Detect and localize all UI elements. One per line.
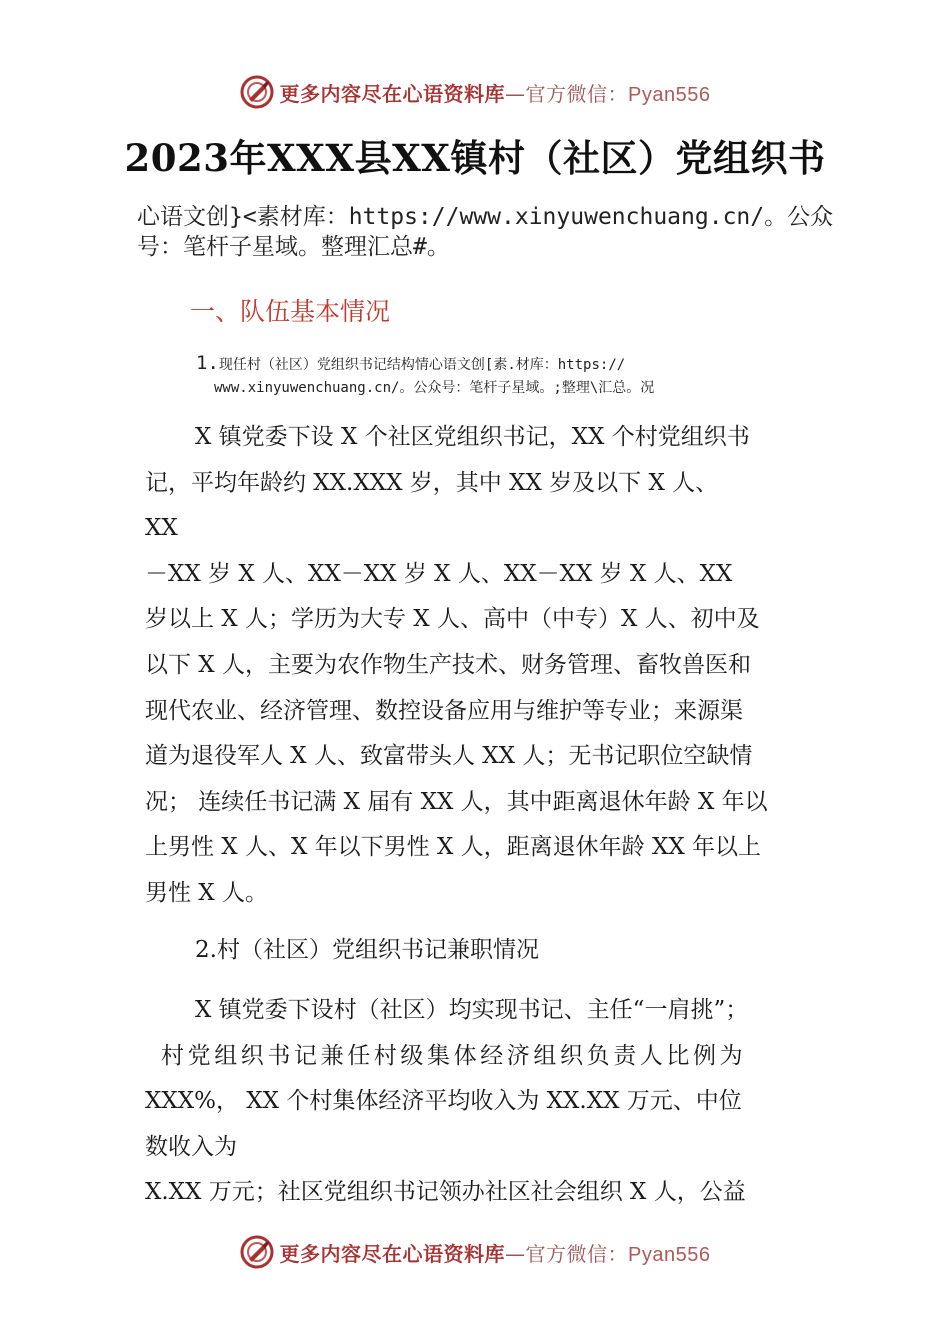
watermark-brand: 更多内容尽在心语资料库 [279,81,506,106]
subheading-item2: 2.村（社区）党组织书记兼职情况 [195,937,539,963]
item1-line1 [196,352,756,377]
watermark-text [280,1238,711,1267]
watermark-footer [0,1234,950,1270]
paragraph-team-structure [145,415,825,917]
watermark-brand: 更多内容尽在心语资料库 [279,1241,506,1266]
paragraph-part-time [145,988,825,1216]
watermark-label: 官方微信： [525,81,629,106]
paragraph-line: 道为退役军人 X 人、致富带头人 XX 人；无书记职位空缺情 [145,743,753,770]
paragraph-line: 数收入为 [145,1133,237,1160]
watermark-handle: Pyan556 [628,1243,711,1266]
document-title: 2023年XXX县XX镇村（社区）党组织书 [124,136,826,180]
item1-line1-text: 现任村（社区）党组织书记结构情心语文创[素.材库：https:// [218,357,626,373]
paragraph-line: 以下 X 人，主要为农作物生产技术、财务管理、畜牧兽医和 [145,651,751,678]
paragraph-line: 上男性 X 人、X 年以下男性 X 人，距离退休年龄 XX 年以上 [145,834,762,861]
intro-line: 心语文创}<素材库：https://www.xinyuwenchuang.cn/。公众 [137,204,834,230]
paragraph-line: 岁以上 X 人；学历为大专 X 人、高中（中专）X 人、初中及 [145,606,760,633]
section-heading: 一、队伍基本情况 [190,297,391,326]
paragraph-line: －XX 岁 X 人、XX－XX 岁 X 人、XX－XX 岁 X 人、XX [145,560,733,587]
watermark-dash: — [505,1241,526,1266]
paragraph-line: XXX%， XX 个村集体经济平均收入为 XX.XX 万元、中位 [145,1088,742,1115]
brand-logo-icon [240,75,274,109]
paragraph-line: XX [145,515,178,542]
brand-logo-icon [240,1235,274,1269]
paragraph-line: 记，平均年龄约 XX.XXX 岁，其中 XX 岁及以下 X 人、 [145,469,719,496]
item1-number: 1. [196,352,219,374]
paragraph-line: 男性 X 人。 [145,879,268,906]
watermark-text [280,78,711,107]
subheading-item1 [196,352,756,400]
intro-line: 号：笔杆子星域。整理汇总#。 [137,234,450,260]
intro-paragraph [137,202,837,262]
paragraph-line: X.XX 万元；社区党组织书记领办社区社会组织 X 人，公益 [145,1179,746,1206]
paragraph-line: 况； 连续任书记满 X 届有 XX 人，其中距离退休年龄 X 年以 [145,788,768,815]
paragraph-line: X 镇党委下设村（社区）均实现书记、主任“一肩挑”； [195,997,749,1023]
watermark-dash: — [505,81,526,106]
watermark-label: 官方微信： [525,1241,629,1266]
paragraph-line: 村党组织书记兼任村级集体经济组织负责人比例为 [161,1042,747,1069]
paragraph-line: X 镇党委下设 X 个社区党组织书记，XX 个村党组织书 [195,424,750,450]
item1-line2: www.xinyuwenchuang.cn/。公众号：笔杆子星域。;整理\汇总。况 [214,380,655,396]
watermark-header [0,74,950,110]
paragraph-line: 现代农业、经济管理、数控设备应用与维护等专业；来源渠 [145,697,743,724]
watermark-handle: Pyan556 [628,83,711,106]
